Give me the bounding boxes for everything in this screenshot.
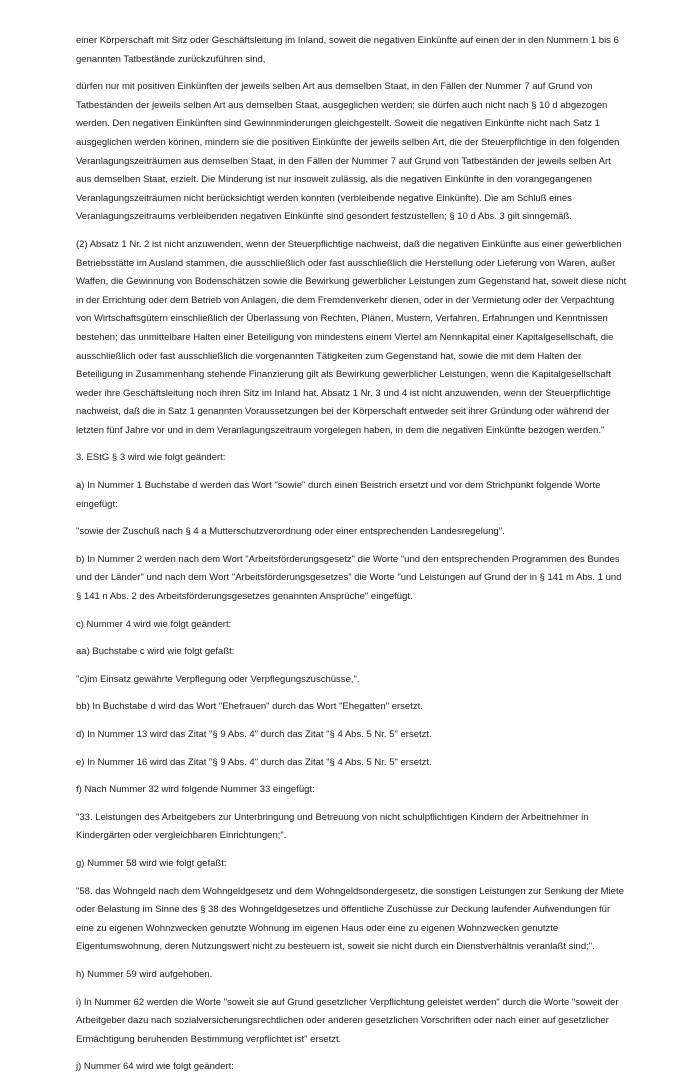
- paragraph-item-aa: aa) Buchstabe c wird wie folgt gefaßt:: [76, 646, 235, 658]
- paragraph-quote-g: "58. das Wohngeld nach dem Wohngeldgesetz und dem Wohngeldsondergesetz, die sonstigen Leistungen zur Senkung der Miete oder Belastung im Sinne des § 38 des Wohngeldgesetzes und öffentliche Zuschüsse zur Deckung laufender Aufwendungen für eine zu eigenen Wohnzwecken genutzte Wohnung im eigenen Haus oder eine zu eigenen Wohnzwecken genutzte Eigentumswohnung, deren Nutzungswert nicht zu besteuern ist, soweit sie nicht durch ein Dienstverhältnis veranlaßt sind;".: [76, 885, 624, 953]
- paragraph-item-c: c) Nummer 4 wird wie folgt geändert:: [76, 618, 232, 630]
- paragraph-ausgleich-negative-einkuenfte: dürfen nur mit positiven Einkünften der jeweils selben Art aus demselben Staat, in den Fällen der Nummer 7 auf Grund von Tatbeständen der jeweils selben Art aus demselben Staat, ausgeglichen werden; sie dürfen auch nicht nach § 10 d abgezogen werden. Den negativen Einkünften sind Gewinnminderungen gleichgestellt. Soweit die negativen Einkünfte nicht nach Satz 1 ausgeglichen werden können, mindern sie die positiven Einkünfte der jeweils selben Art, die der Steuerpflichtige in den folgenden Veranlagungszeiträumen aus demselben Staat, in den Fällen der Nummer 7 auf Grund von Tatbeständen der jeweils selben Art aus demselben Staat, erzielt. Die Minderung ist nur insoweit zulässig, als die negativen Einkünfte in den vorangegangenen Veranlagungszeiträumen nicht berücksichtigt werden konnten (verbleibende negative Einkünfte). Die am Schluß eines Veranlagungszeitraums verbleibenden negativen Einkünfte sind gesondert festzustellen; § 10 d Abs. 3 gilt sinngemäß.: [76, 81, 620, 223]
- paragraph-item-f: f) Nach Nummer 32 wird folgende Nummer 33 eingefügt:: [76, 784, 315, 796]
- paragraph-item-i: i) In Nummer 62 werden die Worte "soweit sie auf Grund gesetzlicher Verpflichtung geleistet werden" durch die Worte "soweit der Arbeitgeber dazu nach sozialversicherungsrechtlichen oder anderen gesetzlichen Vorschriften oder nach einer auf gesetzlicher Ermächtigung beruhenden Bestimmung verpflichtet ist" ersetzt.: [76, 996, 619, 1045]
- paragraph-item-g: g) Nummer 58 wird wie folgt gefaßt:: [76, 857, 227, 869]
- document-page: [76, 32, 628, 1086]
- paragraph-item-a: a) In Nummer 1 Buchstabe d werden das Wort "sowie" durch einen Beistrich ersetzt und vor dem Strichpunkt folgende Worte eingefügt:: [76, 480, 601, 510]
- paragraph-item-bb: bb) In Buchstabe d wird das Wort "Ehefrauen" durch das Wort "Ehegatten" ersetzt.: [76, 701, 423, 713]
- paragraph-item-h: h) Nummer 59 wird aufgehoben.: [76, 968, 213, 980]
- paragraph-koerperschaft-inland: einer Körperschaft mit Sitz oder Geschäftsleitung im Inland, soweit die negativen Einkünfte auf einen der in den Nummern 1 bis 6 genannten Tatbestände zurückzuführen sind,: [76, 35, 619, 65]
- paragraph-item-j: j) Nummer 64 wird wie folgt geändert:: [76, 1061, 234, 1073]
- paragraph-item-3: 3. EStG § 3 wird wie folgt geändert:: [76, 452, 226, 464]
- paragraph-quote-a: "sowie der Zuschuß nach § 4 a Mutterschutzverordnung oder einer entsprechenden Landesregelung".: [76, 526, 505, 538]
- paragraph-item-d: d) In Nummer 13 wird das Zitat "§ 9 Abs. 4" durch das Zitat "§ 4 Abs. 5 Nr. 5" ersetzt.: [76, 729, 432, 740]
- paragraph-item-b: b) In Nummer 2 werden nach dem Wort "Arbeitsförderungsgesetz" die Worte "und den entsprechenden Programmen des Bundes und der Länder" und nach dem Wort "Arbeitsförderungsgesetzes" die Worte "und Leistungen auf Grund der in § 141 m Abs. 1 und § 141 n Abs. 2 des Arbeitsförderungsgesetzes genannten Ansprüche" eingefügt.: [76, 553, 622, 603]
- paragraph-quote-aa: "c)im Einsatz gewährte Verpflegung oder Verpflegungszuschüsse,".: [76, 673, 360, 685]
- paragraph-absatz-2: (2) Absatz 1 Nr. 2 ist nicht anzuwenden, wenn der Steuerpflichtige nachweist, daß die negativen Einkünfte aus einer gewerblichen Betriebsstätte im Ausland stammen, die ausschließlich oder fast ausschließlich die Herstellung oder Lieferung von Waren, außer Waffen, die Gewinnung von Bodenschätzen sowie die Bewirkung gewerblicher Leistungen zum Gegenstand hat, soweit diese nicht in der Errichtung oder dem Betrieb von Anlagen, die dem Fremdenverkehr dienen, oder in der Vermietung oder der Verpachtung von Wirtschaftsgütern einschließlich der Überlassung von Rechten, Plänen, Mustern, Verfahren, Erfahrungen und Kenntnissen bestehen; das unmittelbare Halten einer Beteiligung von mindestens einem Viertel am Nennkapital einer Kapitalgesellschaft, die ausschließlich oder fast ausschließlich die vorgenannten Tätigkeiten zum Gegenstand hat, sowie die mit dem Halten der Beteiligung in Zusammenhang stehende Finanzierung gilt als Bewirkung gewerblicher Leistungen, wenn die Kapitalgesellschaft weder ihre Geschäftsleitung noch ihren Sitz im Inland hat. Absatz 1 Nr. 3 und 4 ist nicht anzuwenden, wenn der Steuerpflichtige nachweist, daß die in Satz 1 genannten Voraussetzungen bei der Körperschaft entweder seit ihrer Gründung oder während der letzten fünf Jahre vor und in dem Veranlagungszeitraum vorgelegen haben, in dem die negativen Einkünfte bezogen werden.": [76, 238, 627, 436]
- paragraph-quote-f: "33. Leistungen des Arbeitgebers zur Unterbringung und Betreuung von nicht schulpflichtigen Kindern der Arbeitnehmer in Kindergärten oder vergleichbaren Einrichtungen;".: [76, 811, 589, 842]
- paragraph-item-e: e) In Nummer 16 wird das Zitat "§ 9 Abs. 4" durch das Zitat "§ 4 Abs. 5 Nr. 5" ersetzt.: [76, 756, 432, 768]
